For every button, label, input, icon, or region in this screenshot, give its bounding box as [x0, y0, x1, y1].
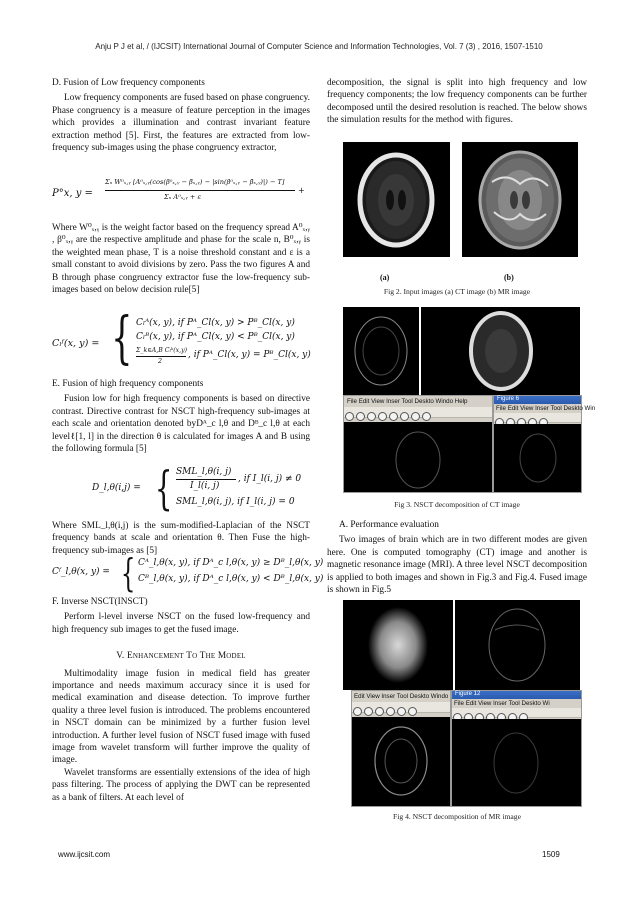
- section-d-paragraph-2: Where W⁰ₓ,ᵧ is the weight factor based on the frequency spread A⁰ₓ,ᵧ , β⁰ₓ,ᵧ are the respective amplitude and phase for the scale n, B⁰ₓ,ᵧ is the weighted mean phase, T is a noise threshold constant and ε is a small constant to avoid divisions by zero. Pass the two figures A and B through phase congruency extractor fuse the low-frequency sub-images based on below decision rule[5]: [52, 223, 310, 296]
- section-d-heading: D. Fusion of Low frequency components: [52, 78, 205, 88]
- left-column: [52, 77, 310, 154]
- toolbar: [344, 407, 492, 418]
- section-e-heading: E. Fusion of high frequency components: [52, 379, 204, 389]
- section-e-paragraph-2: Where SML_l,θ(i,j) is the sum-modified-Laplacian of the NSCT frequency bands at scale and orientation θ. Then Fuse the high-frequency sub-images as [5]: [52, 521, 310, 556]
- right-paragraph-1: decomposition, the signal is split into high frequency and low frequency components; the low frequency components can be further decomposed until the desired resolution is reached. The below shows the simulation results for the method with figures.: [327, 78, 587, 126]
- matlab-window-left[interactable]: File Edit View Inser Tool Deskto Windo Help: [343, 395, 493, 493]
- mr-brain-image: [462, 142, 578, 257]
- section-f-heading: F. Inverse NSCT(INSCT): [52, 597, 148, 607]
- fig2-label-b: (b): [504, 273, 514, 282]
- section-v-paragraph-2: Wavelet transforms are essentially extensions of the idea of high pass filtering. The process of applying the DWT can be represented as a bank of filters. At each level of: [52, 767, 310, 803]
- fig4-composite: [343, 600, 580, 805]
- fig2-caption: Fig 2. Input images (a) CT image (b) MR image: [383, 287, 531, 296]
- running-header: Anju P J et al, / (IJCSIT) International Journal of Computer Science and Information Technologies, Vol. 7 (3) , 2016, 1507-1510: [95, 42, 543, 51]
- matlab-window-right-mr[interactable]: Figure 12 File Edit View Inser Tool Deskto Wi: [451, 690, 582, 807]
- section-e-paragraph-1: Fusion low for high frequency components is based on directive contrast. Directive contrast for NSCT high-frequency sub-images at each scale and orientation denoted byDᴬ_c l,θ and Dᴮ_c l,θ at each levelℓ[1, l] in the direction θ is calculated for images A and B using the following formula [5]: [52, 394, 310, 455]
- fig4-caption: Fig 4. NSCT decomposition of MR image: [393, 812, 521, 821]
- equation-low-frequency-rule: Cₗᶠ(x, y) = { Cₗᴬ(x, y), if Pᴬ_Cl(x, y) > Pᴮ_Cl(x, y) Cₗᴮ(x, y), if Pᴬ_Cl(x, y) < Pᴮ_Cl(x, y) Σ_k∈A,B Cₗᵏ(x,y) 2 , if Pᴬ_Cl(x, y) = Pᴮ_Cl(x, y): [52, 306, 311, 371]
- ct-brain-image: [343, 142, 450, 257]
- matlab-window-left-mr[interactable]: Edit View Inser Tool Deskto Windo: [351, 690, 451, 807]
- section-v-heading: V. Enhancement To The Model: [116, 651, 246, 662]
- section-f-paragraph-1: Perform l-level inverse NSCT on the fused low-frequency and high frequency sub images to get the fused image.: [52, 612, 310, 635]
- fig3-caption: Fig 3. NSCT decomposition of CT image: [394, 500, 520, 509]
- fig3-composite: [343, 307, 596, 492]
- footer-page-number: 1509: [542, 850, 560, 859]
- section-a-heading: A. Performance evaluation: [339, 520, 439, 530]
- footer-url: www.ijcsit.com: [58, 850, 111, 859]
- figure-title-mr: Figure 12: [452, 691, 581, 699]
- equation-high-frequency-fuse: Cᶠ_l,θ(x, y) = { Cᴬ_l,θ(x, y), if Dᴬ_c l,θ(x, y) ≥ Dᴮ_l,θ(x, y) Cᴮ_l,θ(x, y), if Dᴬ_c l,θ(x, y) < Dᴮ_l,θ(x, y): [52, 551, 324, 595]
- equation-directive-contrast: D_l,θ(i,j) = { SML_l,θ(i, j) I_l(i, j) , if I_l(i, j) ≠ 0 SML_l,θ(i, j), if I_l(i, j) = 0: [92, 461, 302, 515]
- equation-phase-congruency: P°x, y = Σₙ W⁰ₓ,ᵧ ⌊A⁰ₓ,ᵧ(cos(β⁰ₓ,ᵧ − β̄ₓ,ᵧ) − |sin(β⁰ₓ,ᵧ − β̄ₓ,ᵧ)|) − T⌋ Σₙ A⁰ₓ,ᵧ + ε +: [52, 178, 305, 201]
- section-v-paragraph-1: Multimodality image fusion in medical field has greater importance and needs maximum accuracy since it is used for medical examination and disease detection. To improve further quality a three level fusion is introduced. The problems encountered in NSCT domain can be minimized by a further fusion level introduction. A further level fusion of NSCT fused image with fused image from wavelet transform will further improve the quality of image.: [52, 668, 310, 766]
- figure-title: Figure 6: [494, 396, 581, 404]
- section-a-paragraph-1: Two images of brain which are in two different modes are given here. One is computed tomography (CT) image and another is magnetic resonance image (MRI). A three level NSCT decomposition is applied to both images and shown in Fig.3 and Fig.4. Fused image is shown in Fig.5: [327, 535, 587, 596]
- matlab-window-right[interactable]: Figure 6 File Edit View Inser Tool Deskto Win: [493, 395, 582, 493]
- fig2-label-a: (a): [380, 273, 390, 282]
- section-d-paragraph-1: Low frequency components are fused based on phase congruency. Phase congruency is a measure of feature perception in the images which provides a illumination and contrast invariant feature extraction method [5]. First, the features are extracted from low-frequency sub-images using the phase congruency extractor,: [52, 93, 310, 154]
